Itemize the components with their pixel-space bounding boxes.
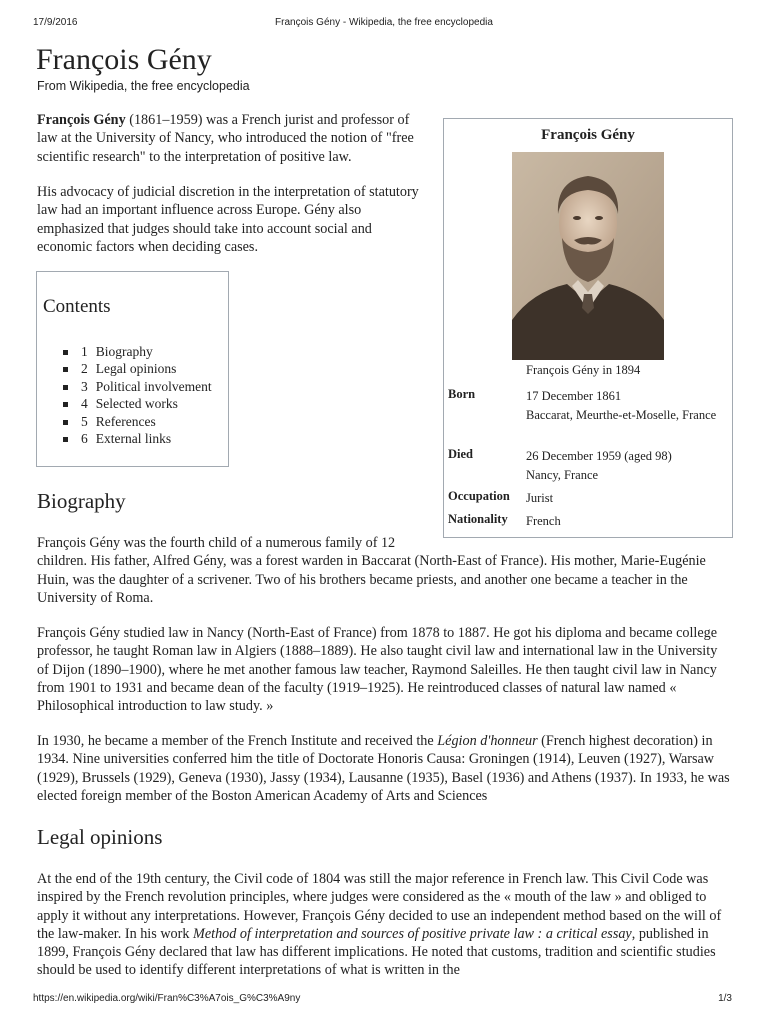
toc-item-label: External links bbox=[95, 431, 172, 447]
heading-biography: Biography bbox=[37, 489, 126, 513]
print-page-title: François Gény - Wikipedia, the free encyclopedia bbox=[275, 17, 493, 28]
portrait-photo[interactable] bbox=[512, 152, 664, 360]
lead-name: François Gény bbox=[37, 112, 126, 128]
toc-item-external-links[interactable] bbox=[63, 430, 212, 447]
lead-paragraph-2: His advocacy of judicial discretion in the interpretation of statutory law had an important influence across Europe. Gény also emphasized that judges should take into account social and economic factors when deciding cases. bbox=[37, 184, 419, 255]
toc-item-biography[interactable] bbox=[63, 343, 212, 360]
died-label: Died bbox=[448, 447, 473, 461]
biography-paragraph-3 bbox=[37, 732, 730, 805]
nationality-label: Nationality bbox=[448, 512, 508, 526]
died-date: 26 December 1959 (aged 98) bbox=[526, 449, 672, 463]
toc-item-number: 1 bbox=[81, 344, 88, 359]
biography-p3-a: In 1930, he became a member of the French Institute and received the bbox=[37, 733, 438, 749]
print-page-number: 1/3 bbox=[718, 993, 732, 1004]
toc-item-label: References bbox=[95, 413, 156, 429]
biography-p1-line1: François Gény was the fourth child of a numerous family of 12 bbox=[37, 535, 396, 551]
lead-text: (1861–1959) was a French jurist and professor of law at the University of Nancy, who introduced the notion of "free scientific research" to the interpretation of positive law. bbox=[37, 112, 414, 165]
lead-paragraph-1 bbox=[37, 111, 425, 166]
toc-item-number: 5 bbox=[81, 413, 88, 429]
toc-title: Contents bbox=[43, 296, 111, 317]
toc-item-number: 2 bbox=[81, 361, 88, 377]
toc-item-label: Political involvement bbox=[95, 378, 212, 394]
biography-paragraph-1 bbox=[37, 534, 730, 607]
nationality-value: French bbox=[526, 514, 561, 528]
legal-paragraph-1 bbox=[37, 870, 730, 980]
born-date: 17 December 1861 bbox=[526, 389, 622, 403]
biography-p3-b: (French highest decoration) in 1934. Nine universities conferred him the title of Doctorate Honoris Causa: Groningen (1914), Leuven (1927), Warsaw (1929), Brussels (1929), Geneva (1930), Jassy (1934), Lausanne (1935), Basel (1936) and Athens (1937). In 1933, he was elected foreign member of the Boston American Academy of Arts and Sciences bbox=[37, 733, 730, 804]
portrait-image bbox=[512, 152, 664, 360]
toc-item-selected-works[interactable] bbox=[63, 395, 212, 412]
died-value bbox=[526, 447, 726, 485]
occupation-label: Occupation bbox=[448, 489, 510, 503]
biography-paragraph-2: François Gény studied law in Nancy (North-East of France) from 1878 to 1887. He got his diploma and became college professor, he taught Roman law in Algiers (1888–1889). He also taught civil law and international law in the University of Dijon (1890–1900), where he met another famous law teacher, Raymond Saleilles. He then taught civil law in Nancy from 1901 to 1931 and became dean of the faculty (1919–1925). He reintroduced classes of natural law named « Philosophical introduction to law study. » bbox=[37, 625, 718, 715]
toc-item-number: 4 bbox=[81, 396, 88, 412]
table-of-contents bbox=[36, 271, 229, 467]
died-place[interactable]: Nancy, France bbox=[526, 468, 599, 482]
legal-p1-a: At the end of the 19th century, the Civil code of 1804 was still the major reference in French law. This Civil Code was inspired by the French revolution principles, where judges were considered as the « mouth of the law » and obliged to apply it without any interpretations. However, François Gény decided to use an independent method based on the will of the law-maker. In his work bbox=[37, 871, 722, 942]
toc-item-political-involvement[interactable] bbox=[63, 378, 212, 395]
toc-item-number: 3 bbox=[81, 378, 88, 394]
toc-item-number: 6 bbox=[81, 431, 88, 447]
born-label: Born bbox=[448, 387, 476, 401]
legion-honneur-text: Légion d'honneur bbox=[437, 733, 538, 749]
biography-p1-rest: children. His father, Alfred Gény, was a forest warden in Baccarat (North-East of France). His mother, Marie-Eugénie Huin, was the daughter of a scrivener. Two of his brothers became priests, and another one became a teacher in the University of Roma. bbox=[37, 553, 706, 606]
toc-item-references[interactable] bbox=[63, 413, 212, 430]
born-value bbox=[526, 387, 726, 425]
page-subtitle: From Wikipedia, the free encyclopedia bbox=[37, 79, 250, 93]
toc-item-label: Legal opinions bbox=[95, 361, 177, 377]
infobox-caption: François Gény in 1894 bbox=[526, 363, 641, 377]
heading-legal-opinions: Legal opinions bbox=[37, 825, 163, 849]
occupation-value: Jurist bbox=[526, 491, 554, 505]
print-url: https://en.wikipedia.org/wiki/Fran%C3%A7ois_G%C3%A9ny bbox=[33, 993, 301, 1004]
page-title: François Gény bbox=[36, 43, 212, 76]
infobox-title: François Gény bbox=[541, 127, 635, 143]
toc-list bbox=[63, 343, 212, 447]
toc-item-legal-opinions[interactable] bbox=[63, 360, 212, 377]
print-date: 17/9/2016 bbox=[33, 17, 78, 28]
toc-item-label: Biography bbox=[95, 344, 153, 359]
legal-p1-b: , published in 1899, François Gény declared that law has different implications. He noted that customs, tradition and scientific studies should be used to identify different interpretations of what is written in the bbox=[37, 925, 716, 979]
toc-item-label: Selected works bbox=[95, 396, 178, 412]
work-title: Method of interpretation and sources of positive private law : a critical essay bbox=[193, 925, 632, 942]
infobox bbox=[443, 118, 733, 538]
born-place[interactable]: Baccarat, Meurthe-et-Moselle, France bbox=[526, 408, 717, 422]
